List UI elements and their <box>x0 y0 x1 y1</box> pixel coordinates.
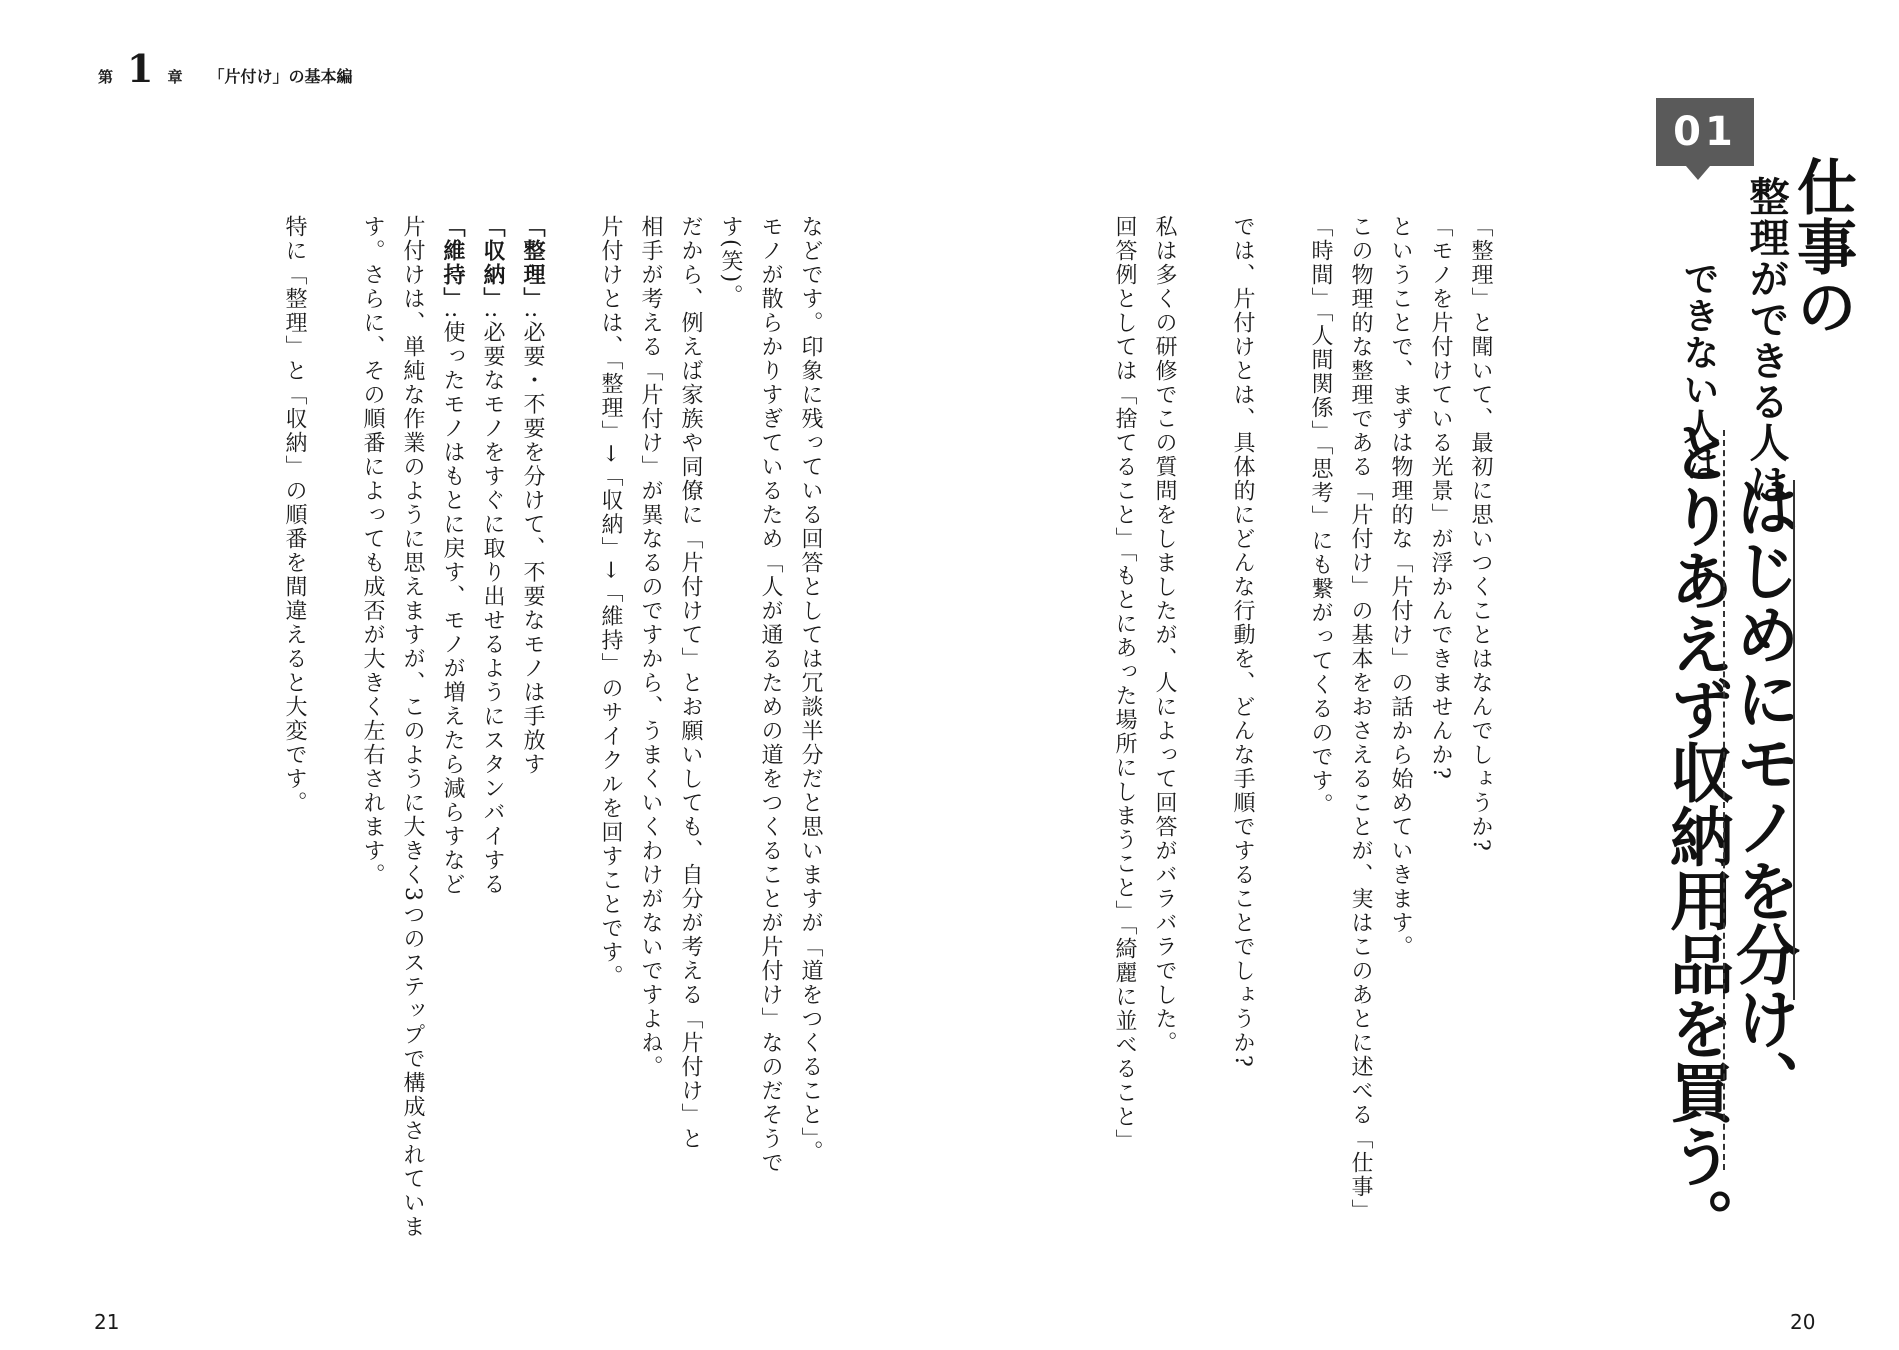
paragraph-text: この物理的な整理である「片付け」の基本をおさえることが、実はこのあとに述べる「仕事」「時間」「人間関係」「思考」にも繋がってくるのです。 <box>1308 215 1373 1223</box>
body-paragraph <box>512 215 552 1255</box>
headline-underline-solid <box>1793 480 1795 1000</box>
headline-line2-small: 整理ができる人は <box>1743 176 1789 504</box>
term-label: 「維持」 <box>440 215 465 311</box>
body-paragraph <box>1300 215 1380 1225</box>
page-number-right: 20 <box>1790 1310 1816 1334</box>
chapter-number: 1 <box>127 46 154 91</box>
body-paragraph <box>710 215 750 1255</box>
body-paragraph <box>1222 215 1262 1225</box>
paragraph-text: 片付けとは、「整理」→「収納」→「維持」のサイクルを回すことです。 <box>598 215 623 989</box>
body-paragraph <box>790 215 830 1255</box>
section-number-badge: 01 <box>1656 98 1754 166</box>
paragraph-text: ということで、まずは物理的な「片付け」の話から始めていきます。 <box>1388 215 1413 959</box>
paragraph-text: 片付けは、単純な作業のように思えますが、このように大きく3つのステップで構成されています。さらに、その順番によっても成否が大きく左右されます。 <box>360 215 425 1239</box>
chapter-prefix: 第 <box>98 68 114 86</box>
paragraph-text: モノが散らかりすぎているため「人が通るための道をつくることが片付け」なのだそうで <box>758 215 783 1175</box>
body-paragraph <box>1144 215 1184 1225</box>
body-paragraph <box>590 215 630 1255</box>
body-paragraph <box>352 215 432 1255</box>
paragraph-text: 「モノを片付けている光景」が浮かんできませんか? <box>1428 215 1453 781</box>
headline-line3-small: できない人は <box>1678 260 1719 482</box>
left-page-body <box>110 215 830 1255</box>
body-paragraph <box>274 215 314 1255</box>
body-paragraph <box>432 215 472 1255</box>
paragraph-text: 「整理」と聞いて、最初に思いつくことはなんでしょうか? <box>1468 215 1493 853</box>
badge-pointer <box>1686 166 1710 180</box>
term-label: 「収納」 <box>480 215 505 311</box>
paragraph-text: :必要なモノをすぐに取り出せるようにスタンバイする <box>480 311 505 897</box>
headline-line1: 仕事の <box>1787 156 1857 336</box>
body-paragraph <box>670 215 710 1255</box>
chapter-title: 「片付け」の基本編 <box>208 67 353 86</box>
body-paragraph <box>1420 215 1460 1225</box>
paragraph-text: :必要・不要を分けて、不要なモノは手放す <box>520 311 545 777</box>
body-paragraph <box>1104 215 1144 1225</box>
body-paragraph <box>1380 215 1420 1225</box>
paragraph-text: だから、例えば家族や同僚に「片付けて」とお願いしても、自分が考える「片付け」と <box>678 215 703 1151</box>
paragraph-text: 相手が考える「片付け」が異なるのですから、うまくいくわけがないですよね。 <box>638 215 663 1079</box>
paragraph-text: す(笑)。 <box>718 215 743 309</box>
paragraph-text: :使ったモノはもとに戻す、モノが増えたら減らすなど <box>440 311 465 897</box>
headline-line2-large: はじめにモノを分け、 <box>1725 474 1799 1114</box>
paragraph-text: 私は多くの研修でこの質問をしましたが、人によって回答がバラバラでした。 <box>1152 215 1177 1055</box>
headline-underline-dashed <box>1723 430 1725 1170</box>
running-head <box>98 46 353 91</box>
body-paragraph <box>750 215 790 1255</box>
paragraph-text: では、片付けとは、具体的にどんな行動を、どんな手順ですることでしょうか? <box>1230 215 1255 1069</box>
chapter-suffix: 章 <box>167 68 183 86</box>
headline-line3-large: とりあえず収納用品を買う。 <box>1659 420 1733 1252</box>
body-paragraph <box>472 215 512 1255</box>
page-number-left: 21 <box>94 1310 120 1334</box>
right-page-body <box>1080 215 1500 1225</box>
term-label: 「整理」 <box>520 215 545 311</box>
paragraph-text: 回答例としては「捨てること」「もとにあった場所にしまうこと」「綺麗に並べること」 <box>1112 215 1137 1153</box>
body-paragraph <box>1460 215 1500 1225</box>
body-paragraph <box>630 215 670 1255</box>
paragraph-text: などです。印象に残っている回答としては冗談半分だと思いますが「道をつくること」。 <box>798 215 823 1164</box>
paragraph-text: 特に「整理」と「収納」の順番を間違えると大変です。 <box>282 215 307 815</box>
